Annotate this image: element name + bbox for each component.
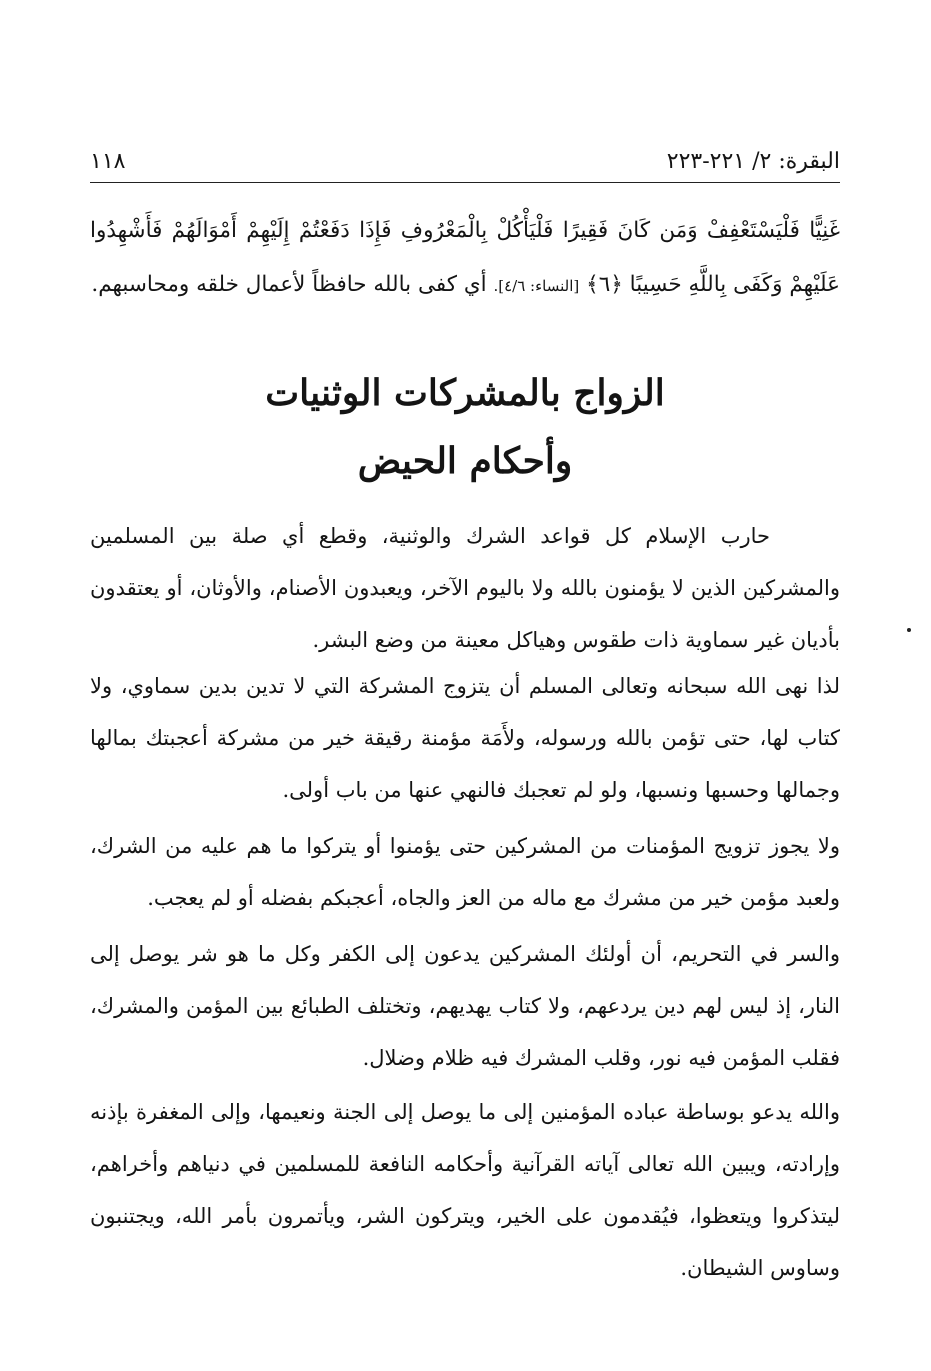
section-title-line-2: وأحكام الحيض: [357, 440, 573, 482]
verse-commentary: أي كفى بالله حافظاً لأعمال خلقه ومحاسبهم.: [91, 272, 487, 297]
margin-dot: [907, 628, 911, 632]
paragraph-4: والسر في التحريم، أن أولئك المشركين يدعون إلى الكفر وكل ما هو شر يوصل إلى النار، إذ ليس لهم دين يردعهم، ولا كتاب يهديهم، وتختلف الطبائع بين المؤمن والمشرك، فقلب المؤمن فيه نور، وقلب المشرك فيه ظلام وضلال.: [90, 942, 840, 1070]
paragraph-5: والله يدعو بوساطة عباده المؤمنين إلى ما يوصل إلى الجنة ونعيمها، وإلى المغفرة بإذنه وإرادته، ويبين الله تعالى آياته القرآنية وأحكامه النافعة للمسلمين في دنياهم وأخراهم، ليتذكروا ويتعظوا، فيُقدمون على الخير، ويتركون الشر، ويأتمرون بأمر الله، ويجتنبون وساوس الشيطان.: [90, 1100, 840, 1280]
verse-reference: [النساء: ٤/٦].: [493, 277, 580, 295]
surah-reference: البقرة: ٢/ ٢٢١-٢٢٣: [666, 148, 840, 174]
page-number: ١١٨: [90, 148, 126, 174]
paragraph-2: لذا نهى الله سبحانه وتعالى المسلم أن يتزوج المشركة التي لا تدين بدين سماوي، ولا كتاب لها، حتى تؤمن بالله ورسوله، ولأَمَة مؤمنة رقيقة خير من مشركة أعجبتك بمالها وجمالها وحسبها ونسبها، ولو لم تعجبك فالنهي عنها من باب أولى.: [90, 674, 840, 802]
quran-verse-line-1: غَنِيًّا فَلْيَسْتَعْفِفْ وَمَن كَانَ فَقِيرًا فَلْيَأْكُلْ بِالْمَعْرُوفِ فَإِذَا دَفَعْتُمْ إِلَيْهِمْ أَمْوَالَهُمْ فَأَشْهِدُوا عَلَيْهِمْ وَكَفَى: [90, 218, 840, 297]
running-header: [90, 140, 840, 183]
paragraph-1: حارب الإسلام كل قواعد الشرك والوثنية، وقطع أي صلة بين المسلمين والمشركين الذين لا يؤمنون بالله ولا باليوم الآخر، ويعبدون الأصنام، والأوثان، أو يعتقدون بأديان غير سماوية ذات طقوس وهياكل معينة من وضع البشر.: [90, 524, 840, 652]
paragraph-3: ولا يجوز تزويج المؤمنات من المشركين حتى يؤمنوا أو يتركوا ما هم عليه من الشرك، ولعبد مؤمن خير من مشرك مع ماله من العز والجاه، أعجبكم بفضله أو لم يعجب.: [90, 834, 840, 910]
quran-verse-block: [90, 204, 840, 313]
book-page: [90, 0, 840, 1371]
section-title-line-1: الزواج بالمشركات الوثنيات: [265, 372, 665, 414]
quran-verse-line-2: بِاللَّهِ حَسِيبًا ﴿٦﴾: [586, 272, 727, 297]
